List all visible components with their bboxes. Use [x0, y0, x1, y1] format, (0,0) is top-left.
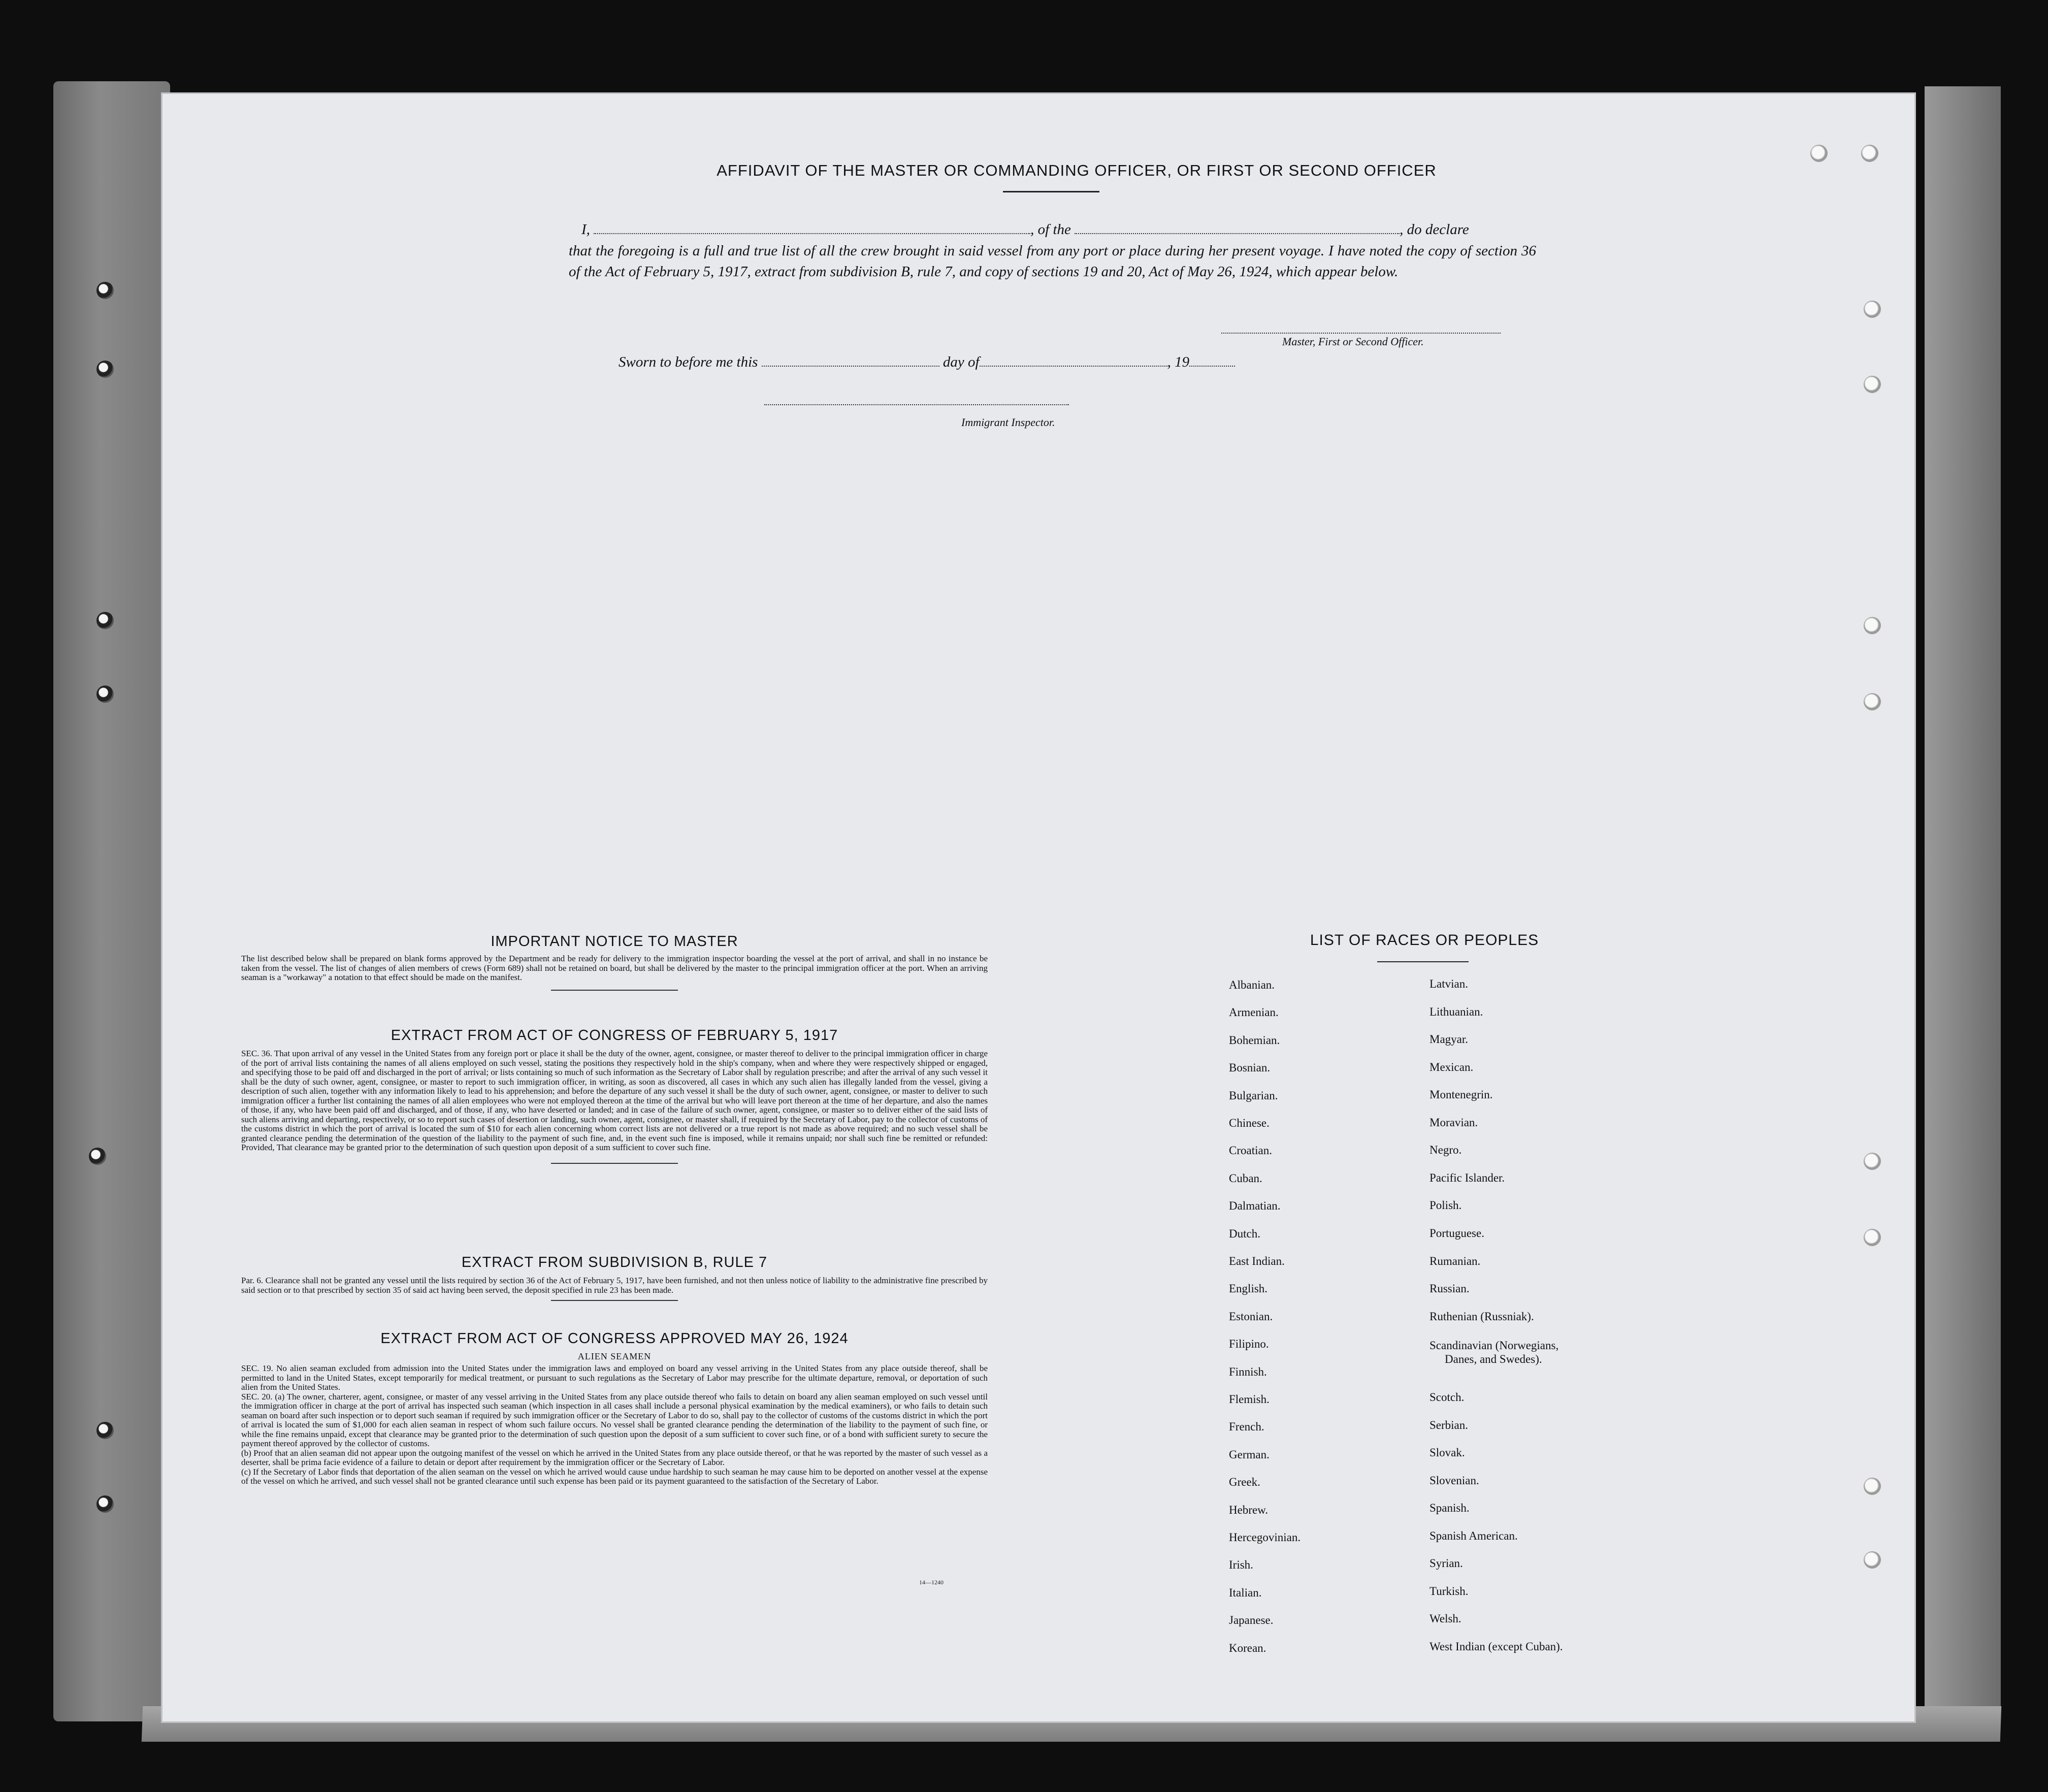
master-signature-label: Master, First or Second Officer. — [1282, 335, 1424, 348]
sworn-year-label: , 19 — [1167, 354, 1190, 370]
race-item: Ruthenian (Russniak). — [1429, 1310, 1534, 1323]
vessel-name-blank — [1075, 222, 1400, 234]
extract-1924-sec20c: (c) If the Secretary of Labor finds that deportation of the alien seaman on the vessel on which he arrived would cause undue hardship to such seaman he may cause him to be deported on another vessel at the expense of the vessel on which he arrived, and such vessel shall not be granted clearance until such expense has been paid or its payment guaranteed to the satisfaction of the Secretary of Labor. — [241, 1467, 988, 1486]
race-item: Hebrew. — [1229, 1504, 1269, 1516]
race-item: Spanish. — [1429, 1502, 1470, 1514]
race-item: Chinese. — [1229, 1117, 1270, 1129]
race-item: Irish. — [1229, 1558, 1253, 1571]
race-item: Montenegrin. — [1429, 1088, 1493, 1101]
race-item: Pacific Islander. — [1429, 1171, 1505, 1184]
races-title: LIST OF RACES OR PEOPLES — [1310, 932, 1539, 949]
extract-1924-subtitle: ALIEN SEAMEN — [577, 1351, 652, 1361]
race-item: Greek. — [1229, 1476, 1260, 1488]
binder-hole-icon — [96, 1422, 114, 1439]
race-item: Italian. — [1229, 1586, 1262, 1599]
sworn-prefix: Sworn to before me this — [619, 354, 758, 370]
form-number: 14—1240 — [919, 1579, 944, 1586]
binder-hole-icon — [96, 361, 114, 378]
race-item: Latvian. — [1429, 978, 1468, 990]
extract-1924-sec20b: (b) Proof that an alien seaman did not appear upon the outgoing manifest of the vessel on which he arrived in the United States from any place outside thereof, or that he was reported by the master of such vessel as a deserter, shall be prima facie evidence of a failure to detain or deport after requirement by the immigration officer or the Secretary of Labor. — [241, 1448, 988, 1467]
race-item: Russian. — [1429, 1282, 1470, 1295]
race-item: Magyar. — [1429, 1033, 1469, 1046]
race-item: Finnish. — [1229, 1365, 1267, 1378]
race-item: Serbian. — [1429, 1419, 1469, 1431]
race-item: Rumanian. — [1429, 1255, 1481, 1267]
race-item: Spanish American. — [1429, 1529, 1518, 1542]
binder-hole-icon — [96, 1495, 114, 1513]
race-item: Dalmatian. — [1229, 1199, 1281, 1212]
sworn-day-label: day of — [942, 354, 980, 370]
sworn-month-blank — [980, 354, 1167, 367]
sworn-line — [619, 354, 1235, 371]
race-item: Japanese. — [1229, 1614, 1274, 1626]
race-item: Hercegovinian. — [1229, 1531, 1301, 1544]
race-item: Syrian. — [1429, 1557, 1463, 1570]
binder-hole-icon — [96, 612, 114, 629]
title-rule — [1003, 191, 1099, 192]
binder-hole-icon — [89, 1148, 106, 1165]
race-item: Albanian. — [1229, 979, 1275, 991]
inspector-signature-line — [764, 404, 1069, 405]
extract-1924-sec19: SEC. 19. No alien seaman excluded from admission into the United States under the immigration laws and employed on board any vessel arriving in the United States from any place outside thereof, shall be permitted to land in the United States, except temporarily for medical treatment, or pursuant to such regulations as the Secretary of Labor may prescribe for the ultimate departure, removal, or deportation of such alien from the United States. — [241, 1363, 988, 1392]
affidavit-title: AFFIDAVIT OF THE MASTER OR COMMANDING OFFICER, OR FIRST OR SECOND OFFICER — [717, 161, 1437, 179]
sworn-day-blank — [762, 354, 939, 367]
race-item: German. — [1229, 1448, 1270, 1461]
binder-hole-icon — [1864, 1551, 1881, 1569]
race-item: Flemish. — [1229, 1393, 1270, 1406]
binder-hole-icon — [96, 686, 114, 703]
race-item: English. — [1229, 1282, 1268, 1295]
race-item: Lithuanian. — [1429, 1005, 1483, 1018]
race-item: Polish. — [1429, 1199, 1462, 1212]
binder-hole-icon — [1864, 693, 1881, 710]
race-item: Armenian. — [1229, 1006, 1279, 1019]
page-stack-right — [1925, 86, 2001, 1721]
binder-hole-icon — [1810, 145, 1828, 162]
extract-rule7-title: EXTRACT FROM SUBDIVISION B, RULE 7 — [461, 1254, 768, 1270]
race-item: Slovak. — [1429, 1446, 1465, 1459]
races-title-rule — [1377, 961, 1469, 962]
race-item: Bosnian. — [1229, 1061, 1271, 1074]
extract-rule7-section — [241, 1254, 988, 1301]
master-signature-line — [1221, 333, 1501, 334]
binder-hole-icon — [96, 282, 114, 299]
extract-1924-sec20a: SEC. 20. (a) The owner, charterer, agent, consignee, or master of any vessel arriving in the United States from any place outside thereof who fails to detain on board any alien seaman employed on such vessel until the immigration officer in charge at the port of arrival has inspected such seaman (which inspection in all cases shall include a personal physical examination by the medical examiners), or who fails to detain such seaman on board after such inspection or to deport such seaman if required by such immigration officer or the Secretary of Labor to do so, shall pay to the collector of customs of the customs district in which the port of arrival is located the sum of $1,000 for each alien seaman in respect of whom such failure occurs. No vessel shall be granted clearance pending the determination of the liability to the payment of such fine, or while the fine remains unpaid, except that clearance may be granted prior to the determination of such question upon the deposit of a sum sufficient to cover such fine, or of a bond with sufficient surety to secure the payment thereof approved by the collector of customs. — [241, 1391, 988, 1448]
binder-hole-icon — [1864, 376, 1881, 393]
notice-title: IMPORTANT NOTICE TO MASTER — [491, 933, 738, 950]
race-item: Scandinavian (Norwegians, — [1429, 1339, 1559, 1352]
binder-hole-icon — [1864, 617, 1881, 634]
extract-rule7-text: Par. 6. Clearance shall not be granted any vessel until the lists required by section 36 of the Act of February 5, 1917, have been furnished, and not then unless notice of liability to the administrative fine prescribed by said section or to that prescribed by section 35 of said act having been served, the deposit specified in rule 23 has been made. — [241, 1276, 988, 1295]
race-item: French. — [1229, 1420, 1264, 1433]
race-item: Turkish. — [1429, 1585, 1469, 1598]
master-name-blank — [594, 222, 1030, 234]
race-item: Danes, and Swedes). — [1445, 1353, 1542, 1365]
affidavit-body: that the foregoing is a full and true list of all the crew brought in said vessel from any port or place during her present voyage. I have noted the copy of section 36 of the Act of February 5, 1917, extract from subdivision B, rule 7, and copy of sections 19 and 20, Act of May 26, 1924, which appear below. — [569, 243, 1536, 280]
notice-section — [241, 933, 988, 991]
race-item: Scotch. — [1429, 1391, 1465, 1404]
binder-hole-icon — [1864, 1153, 1881, 1170]
affidavit-i-label: I, — [581, 221, 590, 238]
race-item: East Indian. — [1229, 1255, 1285, 1267]
inspector-label: Immigrant Inspector. — [961, 416, 1055, 429]
race-item: Korean. — [1229, 1642, 1266, 1654]
race-item: Welsh. — [1429, 1612, 1461, 1625]
section-rule — [551, 990, 678, 991]
race-item: Estonian. — [1229, 1310, 1273, 1323]
extract-1917-section — [241, 1027, 988, 1164]
section-rule — [551, 1163, 678, 1164]
affidavit-declare-label: , do declare — [1400, 221, 1469, 238]
extract-1917-text: SEC. 36. That upon arrival of any vessel in the United States from any foreign port or place it shall be the duty of the owner, agent, consignee, or master thereof to deliver to the principal immigration officer in charge of the port of arrival lists containing the names of all aliens employed on such vessel, stating the positions they respectively hold in the ship's company, when and where they were respectively shipped or engaged, and specifying those to be paid off and discharged in the port of arrival; or lists containing so much of such information as the Secretary of Labor shall by regulation prescribe; and after the arrival of any such vessel it shall be the duty of such owner, agent, consignee, or master to report to such immigration officer, in writing, as soon as discovered, all cases in which any such alien has illegally landed from the vessel, giving a description of such alien, together with any information likely to lead to his apprehension; and before the departure of any such vessel it shall be the duty of such owner, agent, consignee, or master to deliver to such immigration officer a further list containing the names of all alien employees who were not employed thereon at the time of the arrival but who will leave port thereon at the time of her departure, and also the names of those, if any, who have been paid off and discharged, and of those, if any, who have deserted or landed; and in case of the failure of such owner, agent, consignee, or master so to deliver either of the said lists of such aliens arriving and departing, respectively, or so to report such cases of desertion or landing, such owner, agent, consignee, or master shall, if required by the Secretary of Labor, pay to the collector of customs of the customs district in which the port of arrival is located the sum of $10 for each alien concerning whom correct lists are not delivered or a true report is not made as above required; and no such vessel shall be granted clearance pending the determination of the question of the liability to the payment of such fine, and, in the event such fine is imposed, while it remains unpaid; nor shall such fine be remitted or refunded: Provided, That clearance may be granted prior to the determination of such question upon deposit of a sum sufficient to cover such fine. — [241, 1049, 988, 1152]
race-item: Mexican. — [1429, 1061, 1474, 1073]
race-item: Dutch. — [1229, 1227, 1260, 1240]
race-item: Moravian. — [1429, 1116, 1478, 1129]
section-rule — [551, 1300, 678, 1301]
race-item: Bulgarian. — [1229, 1089, 1278, 1102]
affidavit-declaration-line — [581, 221, 1469, 238]
race-item: Slovenian. — [1429, 1474, 1479, 1487]
extract-1924-section — [241, 1330, 988, 1486]
race-item: Croatian. — [1229, 1144, 1272, 1157]
race-item: West Indian (except Cuban). — [1429, 1640, 1563, 1653]
extract-1924-title: EXTRACT FROM ACT OF CONGRESS APPROVED MAY 26, 1924 — [380, 1330, 849, 1347]
binder-hole-icon — [1861, 145, 1878, 162]
race-item: Negro. — [1429, 1144, 1462, 1156]
binder-hole-icon — [1864, 1229, 1881, 1246]
race-item: Filipino. — [1229, 1338, 1269, 1350]
affidavit-of-label: , of the — [1030, 221, 1071, 238]
binder-hole-icon — [1864, 1478, 1881, 1495]
notice-text: The list described below shall be prepared on blank forms approved by the Department and be ready for delivery to the immigration inspector boarding the vessel at the port of arrival, and shall in no instance be taken from the vessel. The list of changes of alien members of crews (Form 689) shall not be retained on board, but shall be delivered by the master to the principal immigration officer at the port. When an arriving seaman is a "workaway" a notation to that effect should be made on the manifest. — [241, 954, 988, 982]
sworn-year-blank — [1189, 354, 1235, 367]
binding-edge-left — [53, 81, 170, 1721]
race-item: Portuguese. — [1429, 1227, 1484, 1240]
binder-hole-icon — [1864, 301, 1881, 318]
extract-1917-title: EXTRACT FROM ACT OF CONGRESS OF FEBRUARY 5, 1917 — [391, 1027, 838, 1044]
race-item: Bohemian. — [1229, 1034, 1280, 1047]
race-item: Cuban. — [1229, 1172, 1262, 1185]
